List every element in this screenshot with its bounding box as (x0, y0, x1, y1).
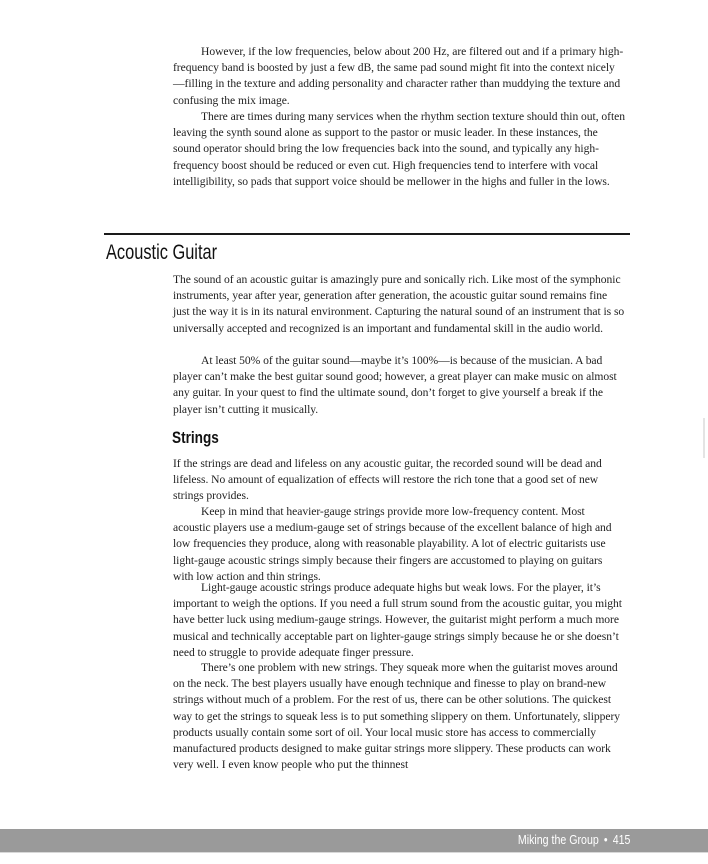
section-divider-rule (104, 233, 630, 235)
section-paragraph-2: At least 50% of the guitar sound—maybe it’s 100%—is because of the musician. A bad player can’t make the best guitar sound good; however, a great player can make music on almost any guitar. In your quest to find the ultimate sound, don’t forget to give yourself a break if the player isn’t cutting it musically. (173, 354, 617, 416)
footer-bullet: • (603, 833, 608, 847)
running-footer (517, 833, 630, 847)
page-number: 415 (612, 833, 630, 847)
page-edge-mark (703, 418, 705, 458)
section-paragraph-1: The sound of an acoustic guitar is amazingly pure and sonically rich. Like most of the symphonic instruments, year after year, generation after generation, the acoustic guitar sound remains fine just the way it is in its natural environment. Capturing the natural sound of an instrument that is so universally accepted and recognized is an important and fundamental skill in the audio world. (173, 273, 625, 335)
intro-paragraph-1: However, if the low frequencies, below about 200 Hz, are filtered out and if a primary high-frequency band is boosted by just a few dB, the same pad sound might fit into the context nicely—filling in the texture and adding personality and character rather than muddying the texture and confusing the mix image. (173, 45, 624, 107)
subsection-heading: Strings (172, 428, 219, 447)
footer-rule (0, 852, 708, 853)
intro-paragraph-2: There are times during many services when the rhythm section texture should thin out, often leaving the synth sound alone as support to the pastor or music leader. In these instances, the sound operator should bring the low frequencies back into the sound, and typically any high-frequency boost should be reduced or even cut. High frequencies tend to interfere with vocal intelligibility, so pads that support voice should be mellower in the highs and fuller in the lows. (173, 110, 625, 188)
subsection-paragraph-3: Light-gauge acoustic strings produce adequate highs but weak lows. For the player, it’s important to weigh the options. If you need a full strum sound from the acoustic guitar, you might have better luck using medium-gauge strings. However, the guitarist might perform a much more musical and technically acceptable part on lighter-gauge strings simply because he or she doesn’t need to struggle to provide adequate finger pressure. (173, 581, 622, 659)
subsection-paragraph-2: Keep in mind that heavier-gauge strings provide more low-frequency content. Most acoustic players use a medium-gauge set of strings because of the excellent balance of high and low frequencies they produce, along with reasonable playability. A lot of electric guitarists use light-gauge acoustic strings simply because their fingers are accustomed to playing on guitars with low action and thin strings. (173, 505, 612, 583)
subsection-paragraph-4: There’s one problem with new strings. They squeak more when the guitarist moves around on the neck. The best players usually have enough technique and finesse to play on brand-new strings without much of a problem. For the rest of us, there can be other solutions. The quickest way to get the strings to squeak less is to put something slippery on them. Unfortunately, slippery products usually contain some sort of oil. Your local music store has access to commercially manufactured products designed to make guitar strings more slippery. These products can work very well. I even know people who put the thinnest (173, 661, 621, 772)
footer-chapter-title: Miking the Group (517, 833, 599, 847)
subsection-paragraph-1: If the strings are dead and lifeless on any acoustic guitar, the recorded sound will be dead and lifeless. No amount of equalization of effects will restore the rich tone that a good set of new strings provides. (173, 457, 602, 503)
section-heading: Acoustic Guitar (106, 241, 218, 264)
